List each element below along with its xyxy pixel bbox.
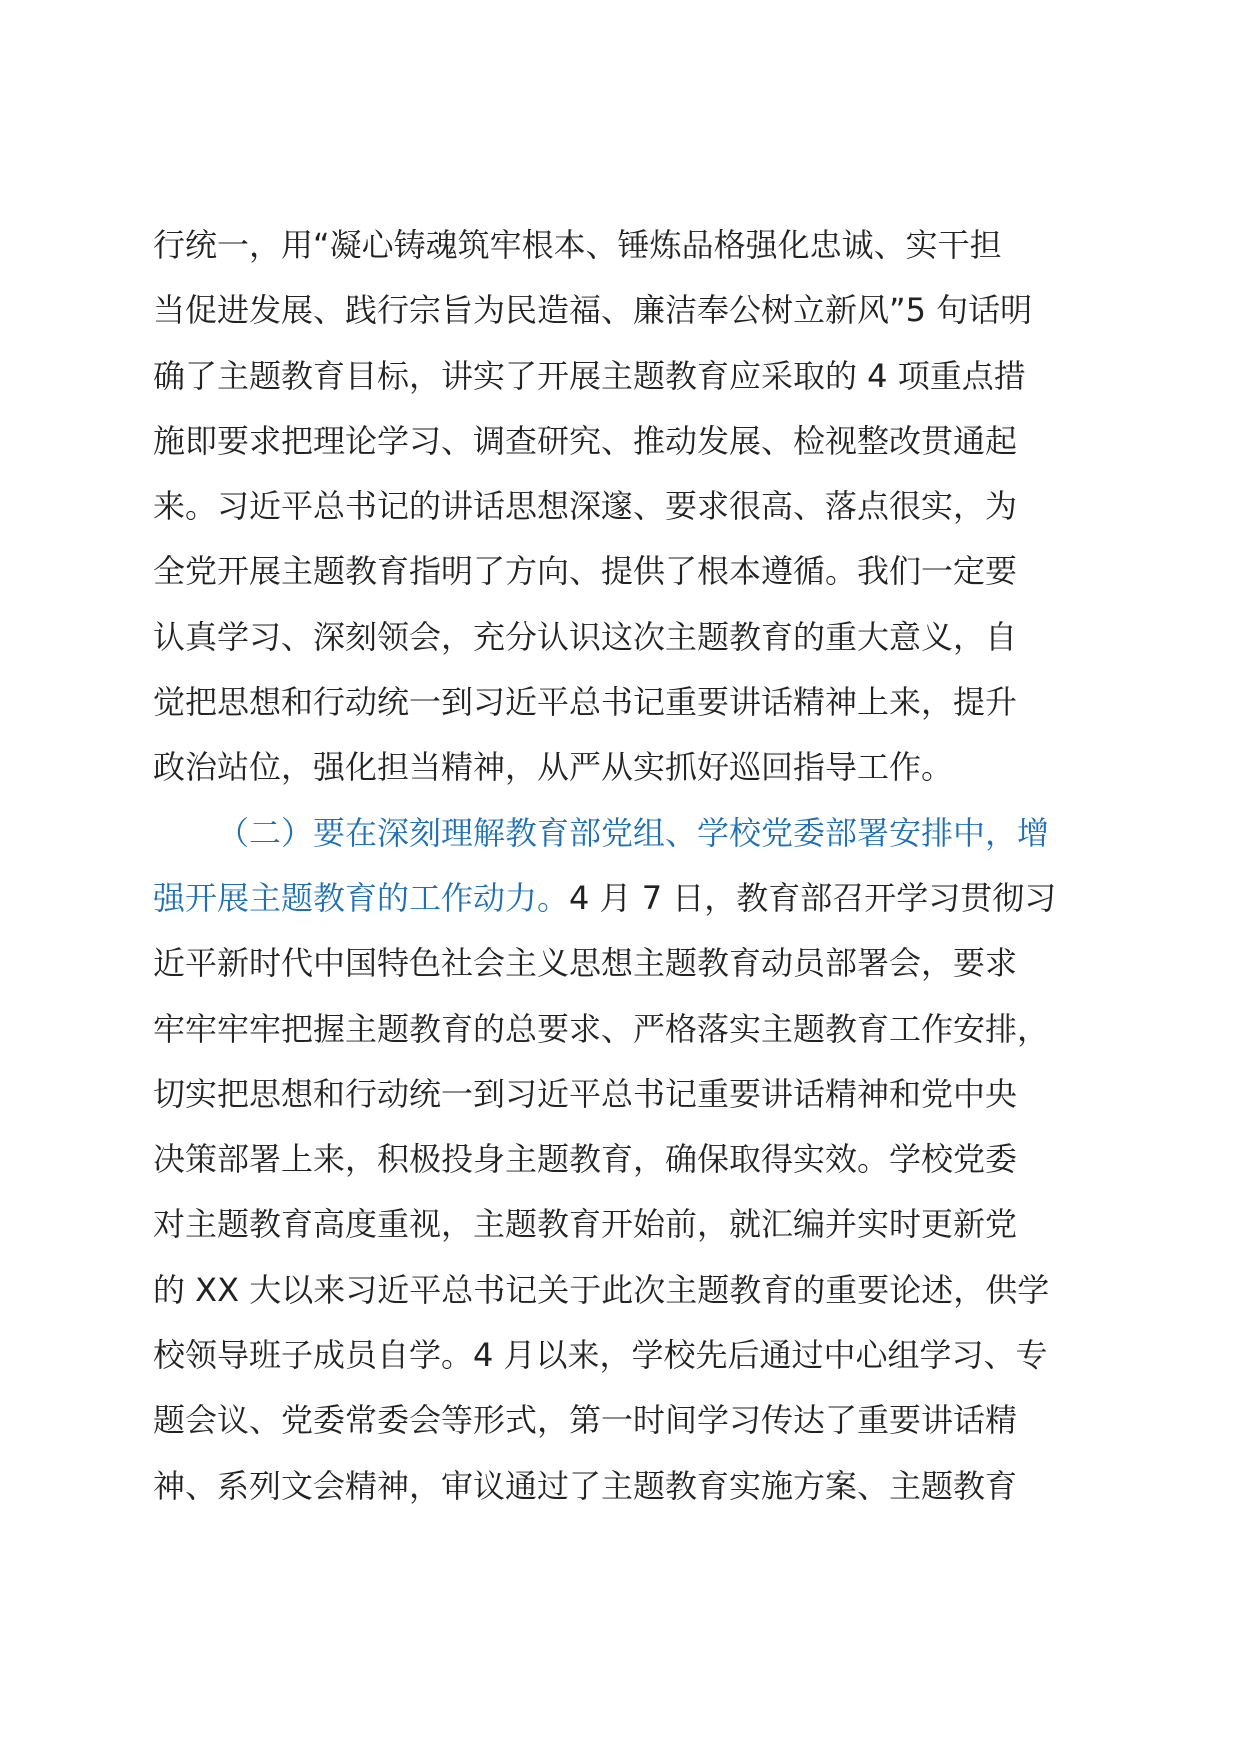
section-heading-line-2-rest: 4 月 7 日，教育部召开学习贯彻习 (569, 878, 1057, 917)
document-body (153, 213, 1095, 1519)
section-heading-line-1: （二）要在深刻理解教育部党组、学校党委部署安排中，增 (217, 813, 1050, 852)
body-line-5: 来。习近平总书记的讲话思想深邃、要求很高、落点很实，为 (153, 487, 1018, 526)
section-line-3: 切实把思想和行动统一到习近平总书记重要讲话精神和党中央 (153, 1074, 1018, 1113)
body-line-7: 认真学习、深刻领会，充分认识这次主题教育的重大意义，自 (153, 617, 1018, 656)
section-line-8: 题会议、党委常委会等形式，第一时间学习传达了重要讲话精 (153, 1401, 1018, 1440)
section-line-9: 神、系列文会精神，审议通过了主题教育实施方案、主题教育 (153, 1466, 1018, 1505)
section-line-7: 校领导班子成员自学。4 月以来，学校先后通过中心组学习、专 (153, 1336, 1048, 1375)
section-line-4: 决策部署上来，积极投身主题教育，确保取得实效。学校党委 (153, 1140, 1018, 1179)
section-line-1: 近平新时代中国特色社会主义思想主题教育动员部署会，要求 (153, 944, 1018, 983)
section-line-6: 的 XX 大以来习近平总书记关于此次主题教育的重要论述，供学 (153, 1270, 1050, 1309)
section-heading-line-2 (153, 866, 1095, 931)
body-line-1: 行统一，用“凝心铸魂筑牢根本、锤炼品格强化忠诚、实干担 (153, 226, 1002, 264)
body-line-6: 全党开展主题教育指明了方向、提供了根本遵循。我们一定要 (153, 552, 1018, 591)
body-line-4: 施即要求把理论学习、调查研究、推动发展、检视整改贯通起 (153, 421, 1018, 460)
body-line-3: 确了主题教育目标，讲实了开展主题教育应采取的 4 项重点措 (153, 356, 1026, 395)
section-line-5: 对主题教育高度重视，主题教育开始前，就汇编并实时更新党 (153, 1205, 1018, 1244)
section-line-2: 牢牢牢牢把握主题教育的总要求、严格落实主题教育工作安排， (153, 1009, 1050, 1048)
section-heading-line-2-heading: 强开展主题教育的工作动力。 (153, 878, 570, 917)
body-line-9: 政治站位，强化担当精神，从严从实抓好巡回指导工作。 (153, 748, 954, 787)
body-line-8: 觉把思想和行动统一到习近平总书记重要讲话精神上来，提升 (153, 683, 1018, 722)
body-line-2: 当促进发展、践行宗旨为民造福、廉洁奉公树立新风”5 句话明 (153, 291, 1033, 330)
